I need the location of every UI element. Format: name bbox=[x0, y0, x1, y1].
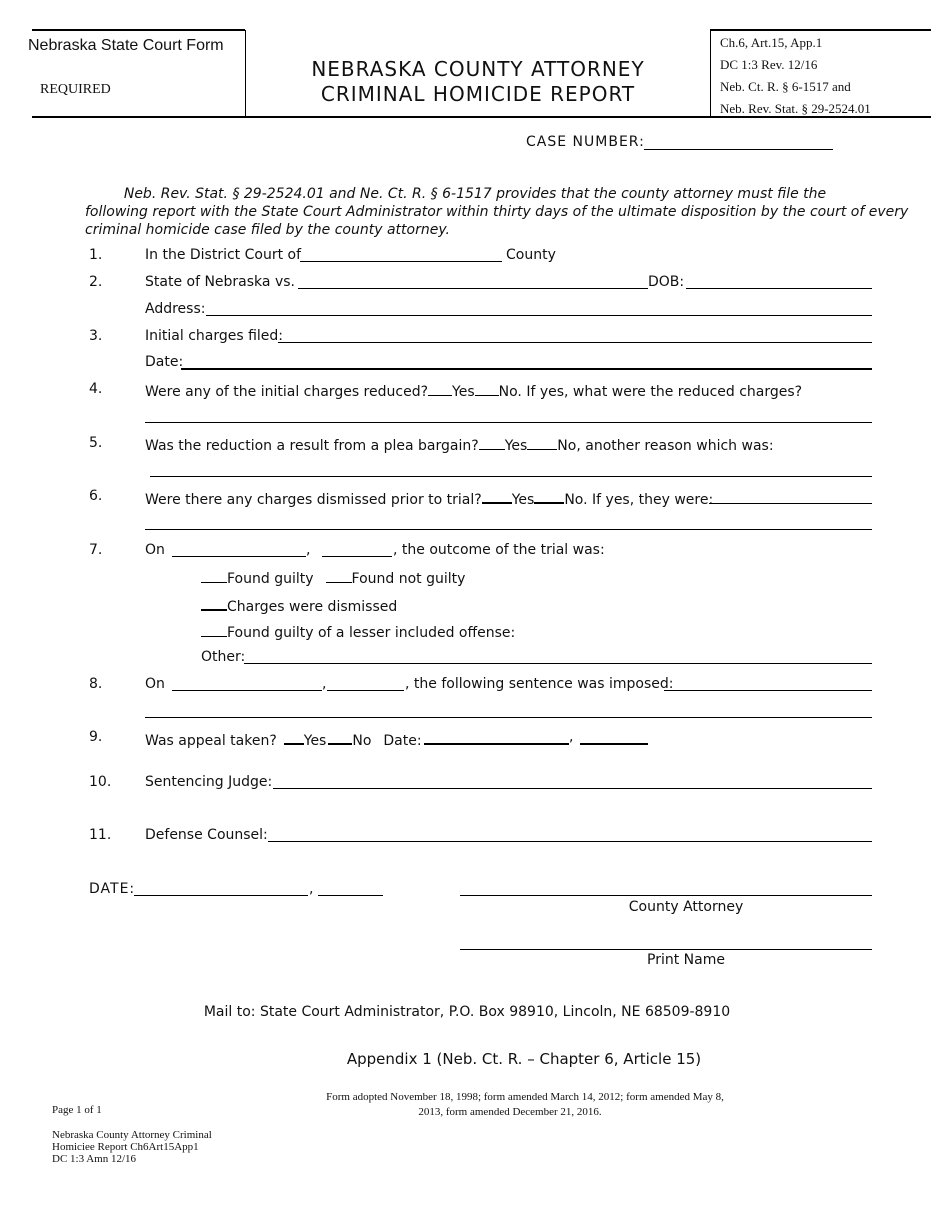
print-name-field[interactable] bbox=[460, 949, 872, 950]
adopted-line-2: 2013, form amended December 21, 2016. bbox=[418, 1106, 602, 1118]
item-5-label: Was the reduction a result from a plea bargain? bbox=[145, 438, 479, 454]
ref-line-1: Ch.6, Art.15, App.1 bbox=[720, 35, 823, 50]
outcome-row-dismissed bbox=[201, 595, 397, 615]
sentence-field[interactable] bbox=[664, 690, 872, 691]
appeal-no-label: No bbox=[352, 733, 372, 749]
address-field[interactable] bbox=[206, 315, 872, 316]
dismissed-yes-blank[interactable] bbox=[482, 488, 512, 504]
outcome-row-lesser bbox=[201, 622, 515, 641]
required-label: REQUIRED bbox=[40, 82, 111, 97]
plea-yes-blank[interactable] bbox=[479, 435, 505, 450]
page-title-line2: CRIMINAL HOMICIDE REPORT bbox=[320, 82, 636, 106]
item-1-county-label: County bbox=[506, 247, 556, 263]
item-6-number: 6. bbox=[89, 488, 103, 504]
trial-date-year-field[interactable] bbox=[322, 556, 392, 557]
item-11-number: 11. bbox=[89, 827, 112, 843]
county-attorney-label: County Attorney bbox=[628, 899, 744, 915]
ref-line-3: Neb. Ct. R. § 6-1517 and bbox=[720, 79, 851, 94]
item-5-yes-label: Yes bbox=[504, 438, 528, 454]
sentence-date-month-field[interactable] bbox=[172, 690, 322, 691]
dob-field[interactable] bbox=[686, 288, 872, 289]
item-4-question bbox=[145, 381, 802, 400]
item-8-sentence-label: , the following sentence was imposed: bbox=[405, 676, 674, 692]
item-7-comma: , bbox=[306, 542, 311, 558]
item-2-label: State of Nebraska vs. bbox=[145, 274, 295, 290]
item-6-no-label: No. If yes, they were: bbox=[564, 492, 714, 508]
item-4-yes-label: Yes bbox=[452, 384, 475, 400]
header-top-rule-left bbox=[32, 29, 245, 31]
appeal-yes-blank[interactable] bbox=[284, 729, 304, 745]
form-label: Nebraska State Court Form bbox=[28, 37, 224, 54]
item-4-number: 4. bbox=[89, 381, 103, 397]
sign-date-comma: , bbox=[309, 881, 314, 897]
appeal-no-blank[interactable] bbox=[328, 729, 352, 745]
header-top-rule-right bbox=[710, 29, 931, 31]
item-5-number: 5. bbox=[89, 435, 103, 451]
sentencing-judge-field[interactable] bbox=[273, 788, 872, 789]
charges-date-field[interactable] bbox=[181, 368, 872, 370]
charges-date-label: Date: bbox=[145, 354, 184, 370]
sentence-date-year-field[interactable] bbox=[327, 690, 404, 691]
dismissed-charges-field[interactable] bbox=[709, 503, 872, 504]
address-label: Address: bbox=[145, 301, 206, 317]
intro-line-2: following report with the State Court Administrator within thirty days of the ultimate disposition by the court of every bbox=[85, 204, 909, 220]
sentencing-judge-label: Sentencing Judge: bbox=[145, 774, 273, 790]
dob-label: DOB: bbox=[648, 274, 685, 290]
appeal-yes-label: Yes bbox=[303, 733, 327, 749]
initial-charges-label: Initial charges filed: bbox=[145, 328, 284, 344]
item-9-question bbox=[145, 729, 422, 749]
sentence-field-2[interactable] bbox=[145, 717, 872, 718]
item-5-question bbox=[145, 435, 774, 454]
county-attorney-signature-field[interactable] bbox=[460, 895, 872, 896]
defense-counsel-label: Defense Counsel: bbox=[145, 827, 268, 843]
mail-to-address: Mail to: State Court Administrator, P.O. Box 98910, Lincoln, NE 68509-8910 bbox=[203, 1004, 731, 1020]
found-guilty-label: Found guilty bbox=[227, 571, 314, 587]
lesser-offense-blank[interactable] bbox=[201, 622, 227, 637]
item-6-question bbox=[145, 488, 713, 508]
reduced-charges-field[interactable] bbox=[145, 422, 872, 423]
intro-line-3: criminal homicide case filed by the county attorney. bbox=[85, 222, 450, 238]
found-not-guilty-label: Found not guilty bbox=[351, 571, 466, 587]
found-not-guilty-blank[interactable] bbox=[326, 568, 352, 583]
case-number-label: CASE NUMBER: bbox=[526, 134, 645, 150]
reduced-yes-blank[interactable] bbox=[428, 381, 452, 396]
header-divider-right bbox=[710, 30, 711, 117]
sign-date-label: DATE: bbox=[89, 881, 136, 897]
page-title-line1: NEBRASKA COUNTY ATTORNEY bbox=[311, 57, 645, 81]
appeal-date-comma: , bbox=[569, 729, 574, 745]
footer-form-name-2: Homiciee Report Ch6Art15App1 bbox=[52, 1141, 199, 1153]
lesser-offense-label: Found guilty of a lesser included offense: bbox=[227, 625, 516, 641]
item-1-label: In the District Court of bbox=[145, 247, 302, 263]
charges-dismissed-blank[interactable] bbox=[201, 595, 227, 611]
item-7-outcome-label: , the outcome of the trial was: bbox=[393, 542, 605, 558]
appeal-date-field[interactable] bbox=[424, 743, 569, 745]
appeal-date-label: Date: bbox=[383, 733, 422, 749]
other-outcome-field[interactable] bbox=[244, 663, 872, 664]
case-number-field[interactable] bbox=[644, 149, 833, 150]
found-guilty-blank[interactable] bbox=[201, 568, 227, 583]
item-2-number: 2. bbox=[89, 274, 103, 290]
item-10-number: 10. bbox=[89, 774, 112, 790]
district-county-field[interactable] bbox=[300, 261, 502, 262]
sign-date-field[interactable] bbox=[134, 895, 308, 896]
page-number: Page 1 of 1 bbox=[52, 1104, 102, 1116]
item-4-label: Were any of the initial charges reduced? bbox=[145, 384, 429, 400]
dismissed-no-blank[interactable] bbox=[534, 488, 564, 504]
item-8-comma: , bbox=[322, 676, 327, 692]
footer-form-name-1: Nebraska County Attorney Criminal bbox=[52, 1129, 212, 1141]
other-reason-field[interactable] bbox=[150, 476, 872, 477]
item-5-no-label: No, another reason which was: bbox=[557, 438, 774, 454]
ref-line-2: DC 1:3 Rev. 12/16 bbox=[720, 57, 818, 72]
item-9-number: 9. bbox=[89, 729, 103, 745]
dismissed-charges-field-2[interactable] bbox=[145, 529, 872, 530]
adopted-line-1: Form adopted November 18, 1998; form amended March 14, 2012; form amended May 8, bbox=[326, 1091, 724, 1103]
item-6-label: Were there any charges dismissed prior to trial? bbox=[145, 492, 482, 508]
item-6-yes-label: Yes bbox=[511, 492, 535, 508]
item-4-no-label: No. If yes, what were the reduced charges? bbox=[498, 384, 803, 400]
other-outcome-label: Other: bbox=[201, 649, 246, 665]
defendant-name-field[interactable] bbox=[298, 288, 648, 289]
footer-form-code: DC 1:3 Amn 12/16 bbox=[52, 1153, 137, 1165]
outcome-row-guilty bbox=[201, 568, 465, 587]
plea-no-blank[interactable] bbox=[527, 435, 557, 450]
item-8-number: 8. bbox=[89, 676, 103, 692]
appendix-label: Appendix 1 (Neb. Ct. R. – Chapter 6, Article 15) bbox=[346, 1050, 702, 1068]
appeal-year-field[interactable] bbox=[580, 743, 648, 745]
charges-dismissed-label: Charges were dismissed bbox=[227, 599, 398, 615]
print-name-label: Print Name bbox=[647, 952, 725, 968]
intro-line-1: Neb. Rev. Stat. § 29-2524.01 and Ne. Ct. R. § 6-1517 provides that the county attorney must file the bbox=[123, 186, 827, 202]
defense-counsel-field[interactable] bbox=[268, 841, 872, 842]
item-3-number: 3. bbox=[89, 328, 103, 344]
item-7-on-label: On bbox=[145, 542, 165, 558]
trial-date-month-field[interactable] bbox=[172, 556, 306, 557]
sign-year-field[interactable] bbox=[318, 895, 383, 896]
appeal-label: Was appeal taken? bbox=[145, 733, 277, 749]
reduced-no-blank[interactable] bbox=[475, 381, 499, 396]
ref-line-4: Neb. Rev. Stat. § 29-2524.01 bbox=[720, 101, 871, 116]
initial-charges-field[interactable] bbox=[278, 342, 872, 343]
item-8-on-label: On bbox=[145, 676, 165, 692]
item-1-number: 1. bbox=[89, 247, 103, 263]
item-7-number: 7. bbox=[89, 542, 103, 558]
header-divider-left bbox=[245, 30, 246, 117]
